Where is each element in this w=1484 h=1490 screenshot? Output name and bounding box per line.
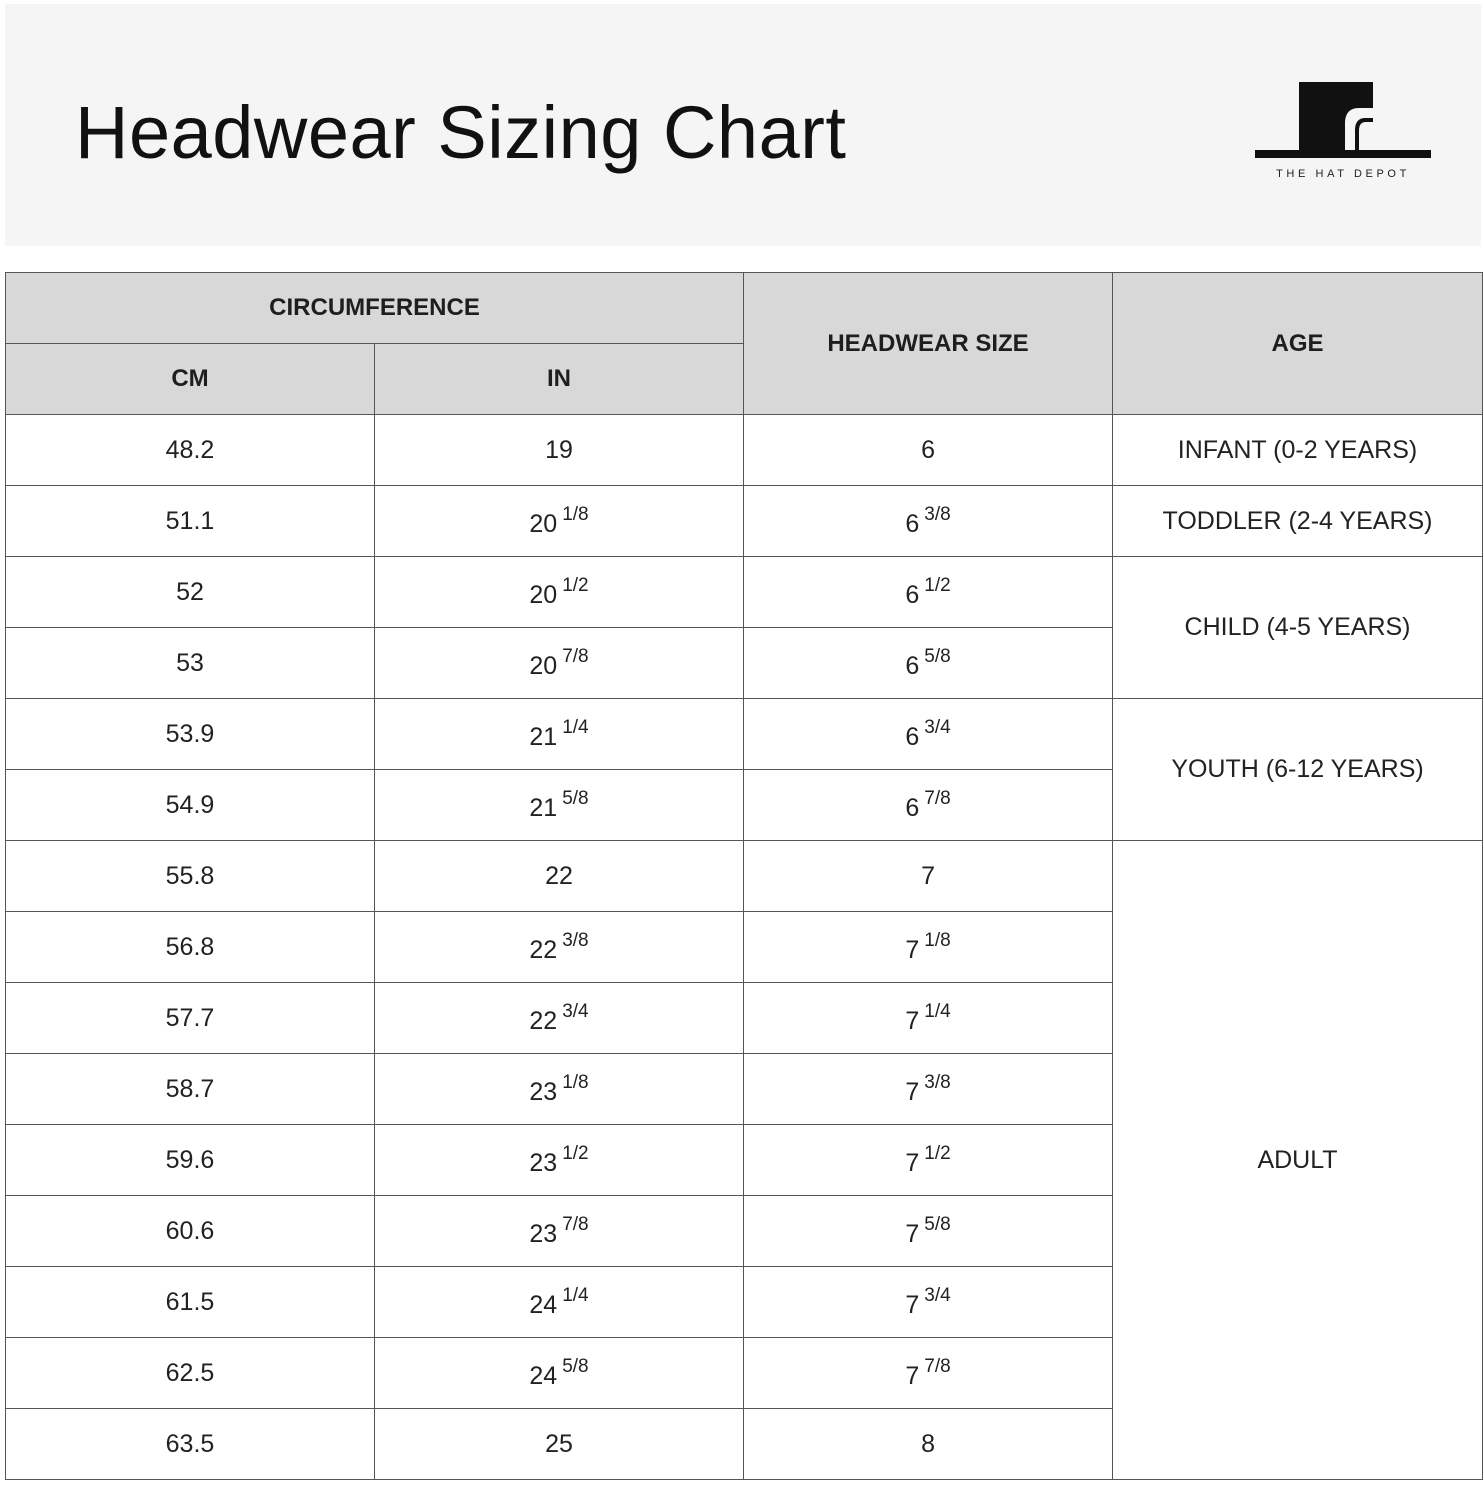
cm-cell: 63.5: [6, 1409, 375, 1480]
in-fraction: 1/2: [562, 574, 589, 596]
in-fraction: 1/8: [562, 503, 589, 525]
in-cell: [375, 1196, 744, 1267]
size-fraction: 3/4: [924, 716, 951, 738]
cm-cell: 59.6: [6, 1125, 375, 1196]
size-fraction: 5/8: [924, 645, 951, 667]
size-cell: [744, 1338, 1113, 1409]
page-title: Headwear Sizing Chart: [75, 91, 847, 174]
in-cell: [375, 770, 744, 841]
size-fraction: 7/8: [924, 787, 951, 809]
in-cell: [375, 628, 744, 699]
brand-logo: [1251, 78, 1435, 188]
headwear-size-header: HEADWEAR SIZE: [744, 273, 1113, 415]
in-whole: 19: [545, 435, 573, 464]
size-fraction: 5/8: [924, 1213, 951, 1235]
size-cell: [744, 557, 1113, 628]
in-whole: 23: [529, 1077, 558, 1106]
in-fraction: 1/4: [562, 1284, 589, 1306]
cm-cell: 51.1: [6, 486, 375, 557]
size-cell: [744, 770, 1113, 841]
in-fraction: 1/2: [562, 1142, 589, 1164]
cm-cell: 52: [6, 557, 375, 628]
size-cell: [744, 699, 1113, 770]
in-fraction: 3/4: [562, 1000, 589, 1022]
in-cell: [375, 1125, 744, 1196]
size-whole: 7: [905, 1006, 920, 1035]
in-fraction: 7/8: [562, 645, 589, 667]
circumference-header: CIRCUMFERENCE: [6, 273, 744, 344]
size-whole: 8: [921, 1429, 935, 1458]
size-whole: 7: [905, 935, 920, 964]
in-cell: [375, 415, 744, 486]
in-cell: [375, 841, 744, 912]
size-whole: 7: [905, 1361, 920, 1390]
header-banner: [5, 4, 1481, 246]
cm-cell: 56.8: [6, 912, 375, 983]
hat-silhouette-icon: [1251, 78, 1435, 162]
logo-text: THE HAT DEPOT: [1276, 168, 1410, 180]
size-whole: 7: [921, 861, 935, 890]
table-row: [6, 699, 1483, 770]
in-fraction: 7/8: [562, 1213, 589, 1235]
in-whole: 20: [529, 651, 558, 680]
size-whole: 6: [905, 509, 920, 538]
size-cell: [744, 912, 1113, 983]
in-whole: 24: [529, 1361, 558, 1390]
cm-cell: 62.5: [6, 1338, 375, 1409]
size-fraction: 1/8: [924, 929, 951, 951]
age-cell: YOUTH (6-12 YEARS): [1113, 699, 1483, 841]
cm-cell: 53: [6, 628, 375, 699]
size-cell: [744, 1409, 1113, 1480]
in-fraction: 3/8: [562, 929, 589, 951]
in-whole: 22: [545, 861, 573, 890]
size-whole: 6: [905, 793, 920, 822]
in-fraction: 5/8: [562, 787, 589, 809]
table-row: [6, 841, 1483, 912]
size-cell: [744, 415, 1113, 486]
size-cell: [744, 1054, 1113, 1125]
in-whole: 24: [529, 1290, 558, 1319]
size-whole: 7: [905, 1148, 920, 1177]
size-cell: [744, 983, 1113, 1054]
size-cell: [744, 628, 1113, 699]
age-cell: CHILD (4-5 YEARS): [1113, 557, 1483, 699]
table-row: [6, 415, 1483, 486]
cm-cell: 55.8: [6, 841, 375, 912]
table-row: [6, 486, 1483, 557]
age-cell: TODDLER (2-4 YEARS): [1113, 486, 1483, 557]
cm-cell: 53.9: [6, 699, 375, 770]
size-cell: [744, 486, 1113, 557]
in-cell: [375, 1267, 744, 1338]
size-whole: 6: [905, 580, 920, 609]
in-whole: 22: [529, 1006, 558, 1035]
in-whole: 22: [529, 935, 558, 964]
size-fraction: 1/2: [924, 574, 951, 596]
size-cell: [744, 1125, 1113, 1196]
age-cell: INFANT (0-2 YEARS): [1113, 415, 1483, 486]
size-fraction: 1/4: [924, 1000, 951, 1022]
in-cell: [375, 557, 744, 628]
size-fraction: 3/8: [924, 503, 951, 525]
cm-cell: 60.6: [6, 1196, 375, 1267]
in-cell: [375, 983, 744, 1054]
cm-header: CM: [6, 344, 375, 415]
size-cell: [744, 1196, 1113, 1267]
in-whole: 23: [529, 1219, 558, 1248]
size-cell: [744, 841, 1113, 912]
in-whole: 21: [529, 793, 558, 822]
size-whole: 7: [905, 1077, 920, 1106]
in-whole: 20: [529, 580, 558, 609]
size-whole: 6: [905, 651, 920, 680]
cm-cell: 48.2: [6, 415, 375, 486]
table-body: [6, 415, 1483, 1480]
in-fraction: 1/4: [562, 716, 589, 738]
age-header: AGE: [1113, 273, 1483, 415]
size-whole: 6: [921, 435, 935, 464]
in-cell: [375, 486, 744, 557]
size-cell: [744, 1267, 1113, 1338]
cm-cell: 57.7: [6, 983, 375, 1054]
size-whole: 6: [905, 722, 920, 751]
in-cell: [375, 1338, 744, 1409]
size-fraction: 7/8: [924, 1355, 951, 1377]
in-header: IN: [375, 344, 744, 415]
in-whole: 21: [529, 722, 558, 751]
cm-cell: 61.5: [6, 1267, 375, 1338]
cm-cell: 58.7: [6, 1054, 375, 1125]
in-cell: [375, 699, 744, 770]
in-fraction: 5/8: [562, 1355, 589, 1377]
size-fraction: 3/8: [924, 1071, 951, 1093]
size-whole: 7: [905, 1219, 920, 1248]
in-whole: 23: [529, 1148, 558, 1177]
size-fraction: 3/4: [924, 1284, 951, 1306]
table-row: [6, 557, 1483, 628]
cm-cell: 54.9: [6, 770, 375, 841]
in-whole: 20: [529, 509, 558, 538]
size-fraction: 1/2: [924, 1142, 951, 1164]
in-cell: [375, 1409, 744, 1480]
size-whole: 7: [905, 1290, 920, 1319]
sizing-table: [5, 272, 1483, 1480]
in-cell: [375, 1054, 744, 1125]
age-cell: ADULT: [1113, 841, 1483, 1480]
in-fraction: 1/8: [562, 1071, 589, 1093]
in-cell: [375, 912, 744, 983]
in-whole: 25: [545, 1429, 573, 1458]
